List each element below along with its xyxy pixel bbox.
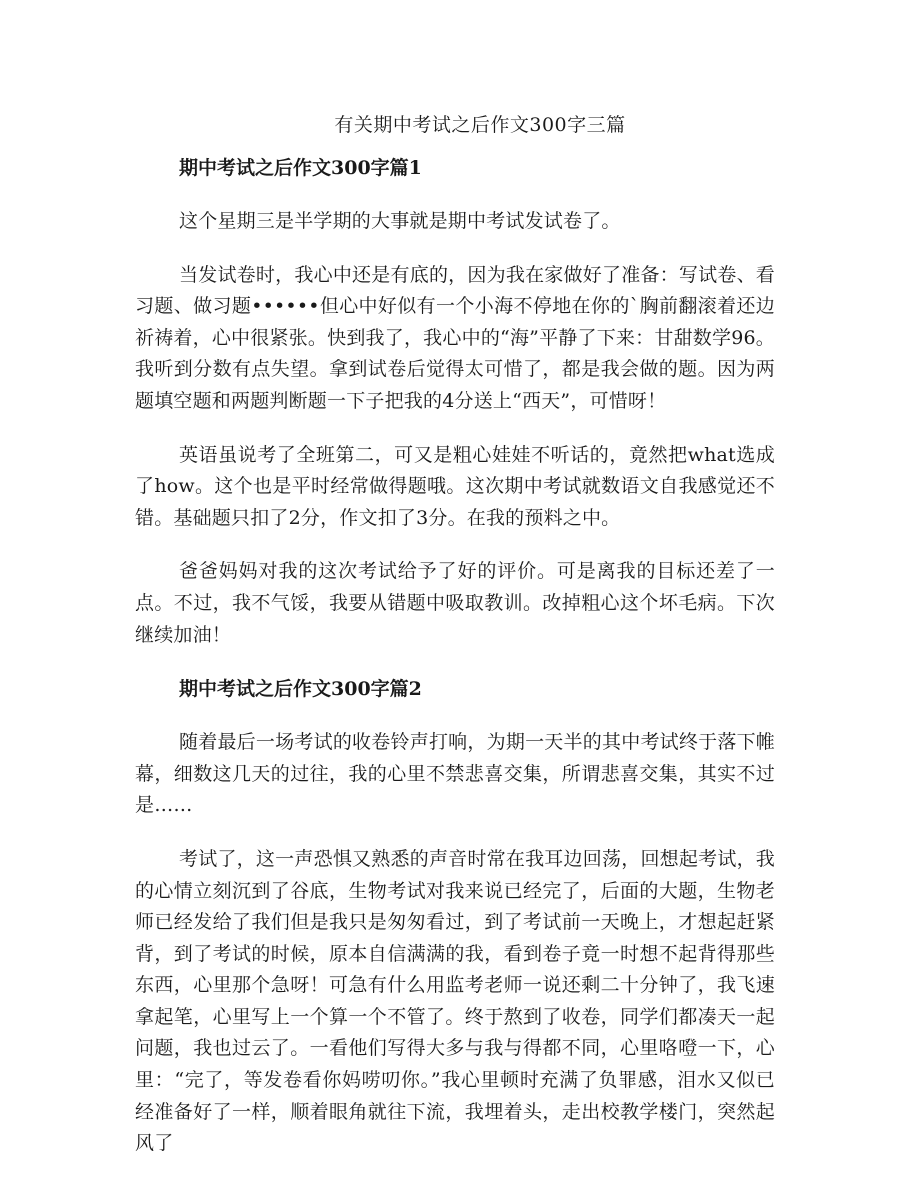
paragraph: 当发试卷时，我心中还是有底的，因为我在家做好了准备：写试卷、看习题、做习题••••••但心中好似有一个小海不停地在你的`胸前翻滚着还边祈祷着，心中很紧张。快到我了，我心中的“海”平静了下来：甘甜数学96。我听到分数有点失望。拿到试卷后觉得太可惜了，都是我会做的题。因为两题填空题和两题判断题一下子把我的4分送上“西天”，可惜呀！ xyxy=(135,263,775,412)
document-title: 有关期中考试之后作文300字三篇 xyxy=(334,114,626,136)
essay-section-1 xyxy=(135,152,775,651)
section-heading: 期中考试之后作文300字篇2 xyxy=(179,678,422,701)
paragraph: 这个星期三是半学期的大事就是期中考试发试卷了。 xyxy=(179,210,621,232)
section-heading: 期中考试之后作文300字篇1 xyxy=(179,157,422,179)
paragraph: 爸爸妈妈对我的这次考试给予了好的评价。可是离我的目标还差了一点。不过，我不气馁，我要从错题中吸取教训。改掉粗心这个坏毛病。下次继续加油！ xyxy=(135,560,775,646)
document-body xyxy=(135,152,775,1182)
paragraph: 英语虽说考了全班第二，可又是粗心娃娃不听话的，竟然把what选成了how。这个也是平时经常做得题哦。这次期中考试就数语文自我感觉还不错。基础题只扣了2分，作文扣了3分。在我的预料之中。 xyxy=(135,443,775,529)
essay-section-2 xyxy=(135,673,775,1160)
paragraph: 考试了，这一声恐惧又熟悉的声音时常在我耳边回荡，回想起考试，我的心情立刻沉到了谷底，生物考试对我来说已经完了，后面的大题，生物老师已经发给了我们但是我只是匆匆看过，到了考试前一天晚上，才想起赶紧背，到了考试的时候，原本自信满满的我，看到卷子竟一时想不起背得那些东西，心里那个急呀！可急有什么用监考老师一说还剩二十分钟了，我飞速拿起笔，心里写上一个算一个不管了。终于熬到了收卷，同学们都凑天一起问题，我也过云了。一看他们写得大多与我与得都不同，心里咯噔一下，心里：“完了，等发卷看你妈唠叨你。”我心里顿时充满了负罪感，泪水又似已经准备好了一样，顺着眼角就往下流，我埋着头，走出校教学楼门，突然起风了 xyxy=(135,847,775,1155)
paragraph: 随着最后一场考试的收卷铃声打响，为期一天半的其中考试终于落下帷幕，细数这几天的过往，我的心里不禁悲喜交集，所谓悲喜交集，其实不过是…… xyxy=(135,731,775,817)
